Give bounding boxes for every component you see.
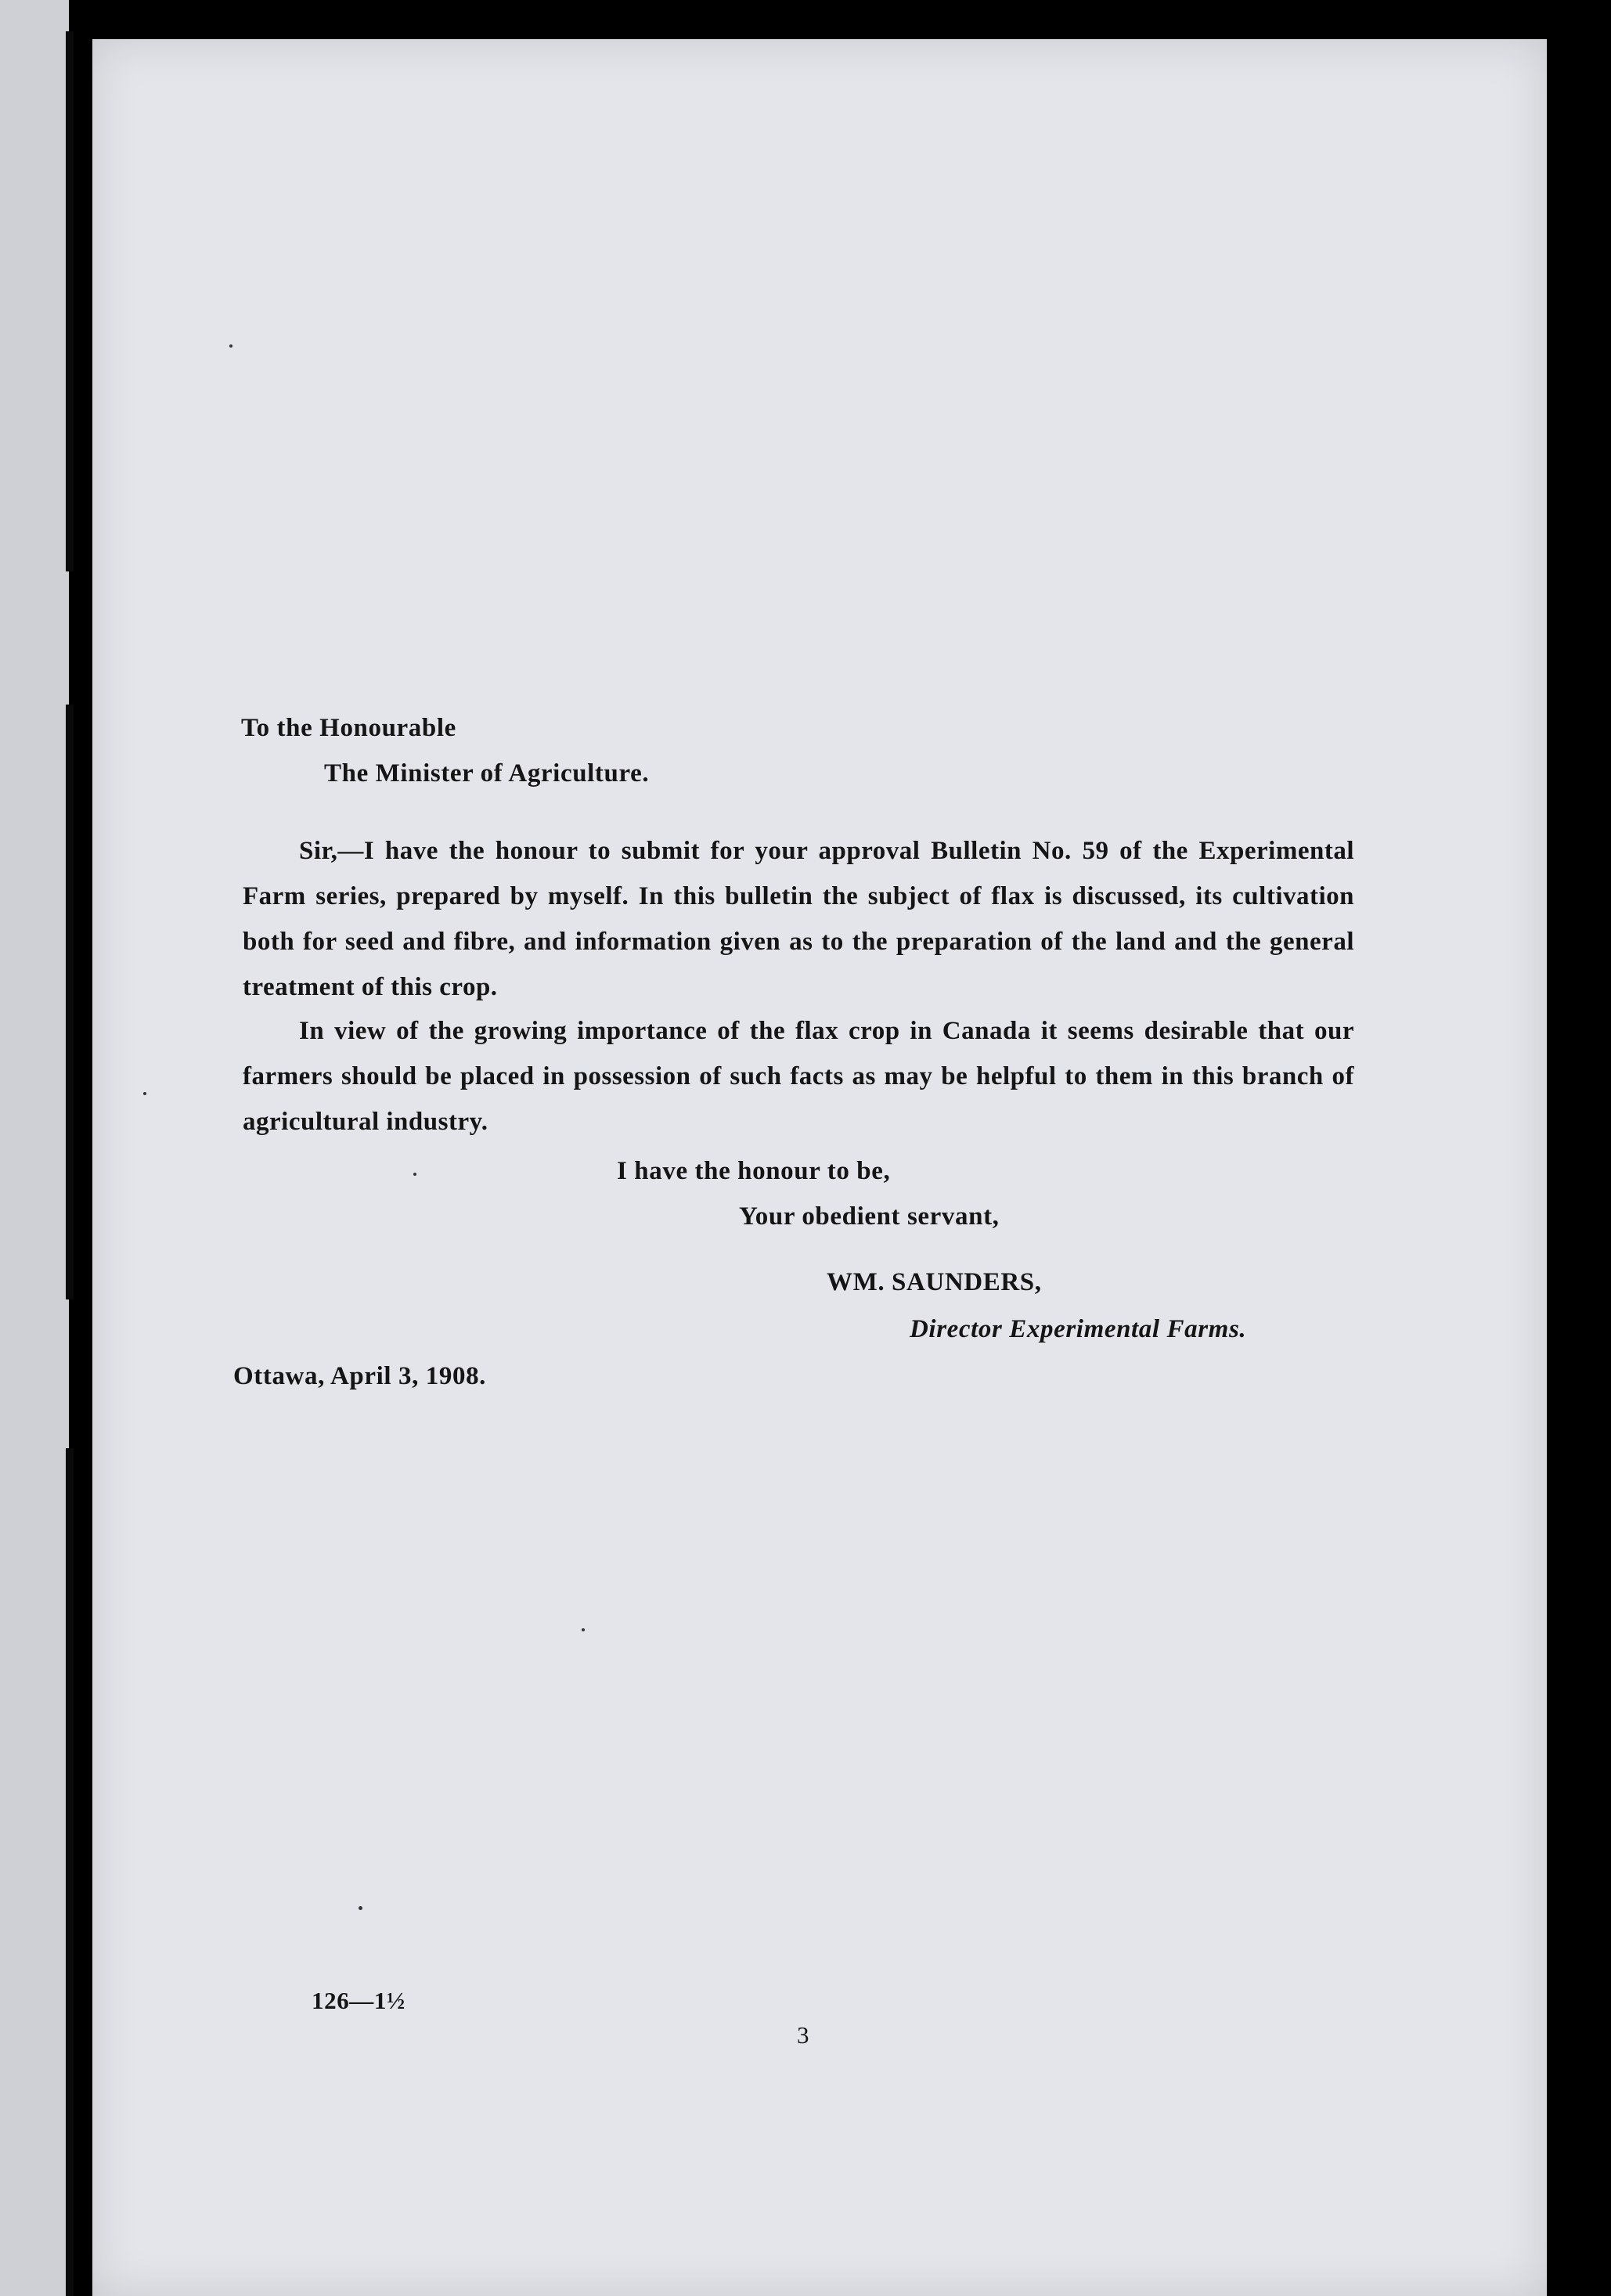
- paper-speck: [582, 1628, 585, 1631]
- binding-shadow: [66, 31, 74, 571]
- paper-speck: [143, 1092, 146, 1095]
- paper-speck: [229, 344, 232, 348]
- page-number: 3: [797, 2021, 810, 2049]
- closing-line-1: I have the honour to be,: [617, 1157, 891, 1185]
- salutation-line-2: The Minister of Agriculture.: [324, 759, 650, 788]
- body-paragraph-2: In view of the growing importance of the flax crop in Canada it seems desirable that our farmers should be placed in possession of such facts as may be helpful to them in this branch of agricultural industry.: [243, 1017, 1354, 1136]
- footer-code: 126—1½: [312, 1987, 405, 2014]
- binding-shadow: [66, 1448, 74, 2296]
- place-date: Ottawa, April 3, 1908.: [233, 1362, 487, 1390]
- signature-name: WM. SAUNDERS,: [827, 1268, 1042, 1296]
- document-page: [92, 39, 1547, 2296]
- paper-speck: [359, 1906, 362, 1910]
- paper-speck: [413, 1173, 416, 1176]
- body-paragraph-1: Sir,—I have the honour to submit for your approval Bulletin No. 59 of the Experimental Farm series, prepared by myself. In this bulletin the subject of flax is discussed, its cultivation both for seed and fibre, and information given as to the preparation of the land and the general treatment of this crop.: [243, 837, 1354, 1001]
- signature-title: Director Experimental Farms.: [910, 1315, 1247, 1343]
- closing-line-2: Your obedient servant,: [739, 1202, 1000, 1231]
- binding-shadow: [66, 705, 74, 1299]
- adjacent-page-edge: [0, 0, 69, 2296]
- salutation-line-1: To the Honourable: [241, 714, 456, 742]
